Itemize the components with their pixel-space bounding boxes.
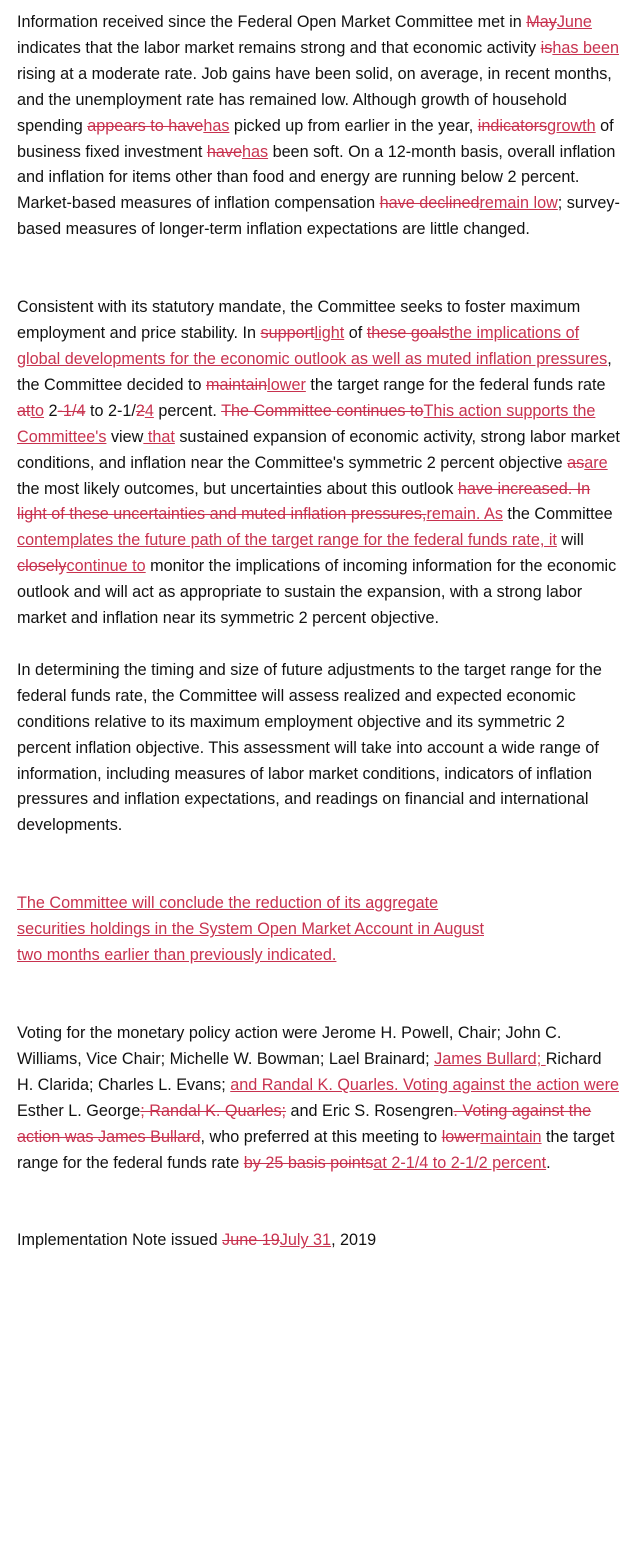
insertion: that [143,427,175,446]
text: , 2019 [331,1231,377,1250]
paragraph-future-adjustments [17,658,622,839]
text: . [546,1153,551,1172]
text: 2 [44,401,58,420]
deletion: is [540,38,553,57]
insertion: securities holdings in the System Open Market Account in August [17,920,484,939]
deletion: have declined [379,194,480,213]
insertion: James Bullard; [434,1049,546,1068]
text: monitor the implications of incoming information for the economic outlook and will act as appropriate to sustain the expansion, with a strong labor market and inflation near its symmetric 2 percent objective. [17,557,617,628]
text: Voting for the monetary policy action were Jerome H. Powell, Chair; John C. Williams, Vice Chair; Michelle W. Bowman; Lael Brainard; [17,1024,562,1068]
deletion: The Committee continues to [221,401,424,420]
implementation-note-date [17,1228,622,1254]
deletion: June 19 [222,1231,280,1250]
insertion: This action supports the Committee's [17,401,596,446]
insertion: lower [267,375,306,394]
text: Information received since the Federal Open Market Committee met in [17,13,527,31]
insertion: the implications of global developments for the economic outlook as well as muted inflation pressures [17,324,608,368]
text: and Eric S. Rosengren [286,1101,454,1120]
text: the target range for the federal funds rate [17,1127,615,1172]
text: will [556,531,584,550]
text: percent. [153,401,222,420]
text: , the Committee decided to [17,349,612,394]
deletion: May [526,13,557,31]
deletion: . Voting against the action was James Bullard [17,1101,592,1146]
insertion: continue to [66,557,146,576]
insertion: at 2-1/4 to 2-1/2 percent [373,1153,547,1172]
insertion: June [556,13,592,31]
deletion: at [17,401,31,420]
text: the most likely outcomes, but uncertainties about this outlook [17,479,458,498]
text: Consistent with its statutory mandate, the Committee seeks to foster maximum employment and price stability. In [17,298,581,343]
deletion: support [260,324,315,343]
insertion: The Committee will conclude the reduction of its aggregate [17,894,439,913]
text: been soft. On a 12-month basis, overall inflation and inflation for items other than food and energy are running below 2 percent. Market-based measures of inflation compensation [17,142,616,213]
paragraph-economic-conditions [17,10,622,243]
insertion: has [203,116,230,135]
text: In determining the timing and size of future adjustments to the target range for the federal funds rate, the Committee will assess realized and expected economic conditions relative to its maximum employment objective and its symmetric 2 percent inflation objective. This assessment will take into account a wide range of information, including measures of labor market conditions, indicators of inflation pressures and inflation expectations, and readings on financial and international developments. [17,660,602,835]
deletion: closely [17,557,67,576]
insertion: maintain [480,1127,542,1146]
text: ; survey-based measures of longer-term inflation expectations are little changed. [17,194,620,239]
text: Implementation Note issued [17,1231,223,1250]
insertion: are [584,453,608,472]
deletion: 2 [135,401,145,420]
deletion: as [567,453,585,472]
text: the Committee [502,505,613,524]
insertion: growth [547,116,596,135]
paragraph-balance-sheet [17,891,622,969]
insertion: has [241,142,269,161]
insertion: July 31 [279,1231,332,1250]
deletion: appears to have [87,116,204,135]
text: picked up from earlier in the year, [229,116,478,135]
text: , who preferred at this meeting to [200,1127,442,1146]
insertion: 4 [144,401,154,420]
insertion: remain low [479,194,558,213]
deletion: maintain [205,375,268,394]
insertion: contemplates the future path of the target range for the federal funds rate, it [17,531,557,550]
deletion: lower [441,1127,481,1146]
insertion: two months earlier than previously indicated. [17,946,337,965]
deletion: -1/4 [57,401,86,420]
text: the target range for the federal funds rate [305,375,606,394]
insertion: has been [552,38,619,57]
paragraph-policy-decision [17,295,622,632]
text: Richard H. Clarida; Charles L. Evans; [17,1049,602,1094]
text: view [106,427,144,446]
paragraph-voting [17,1021,622,1176]
deletion: by 25 basis points [243,1153,374,1172]
insertion: remain. As [426,505,503,524]
text: of [344,324,367,343]
deletion: ; Randal K. Quarles; [140,1101,287,1120]
deletion: have [206,142,242,161]
text: to 2-1/ [85,401,136,420]
text: Esther L. George [17,1101,141,1120]
deletion: these goals [366,324,450,343]
deletion: have increased. In light of these uncertainties and muted inflation pressures, [17,479,591,524]
insertion: light [314,324,345,343]
text: rising at a moderate rate. Job gains have been solid, on average, in recent months, and the unemployment rate has remained low. Although growth of household spending [17,64,612,135]
insertion: to [30,401,45,420]
insertion: and Randal K. Quarles. Voting against the action were [230,1075,619,1094]
text: sustained expansion of economic activity, strong labor market conditions, and inflation near the Committee's symmetric 2 percent objective [17,427,620,472]
text: indicates that the labor market remains strong and that economic activity [17,38,541,57]
text: of business fixed investment [17,116,614,161]
deletion: indicators [477,116,548,135]
